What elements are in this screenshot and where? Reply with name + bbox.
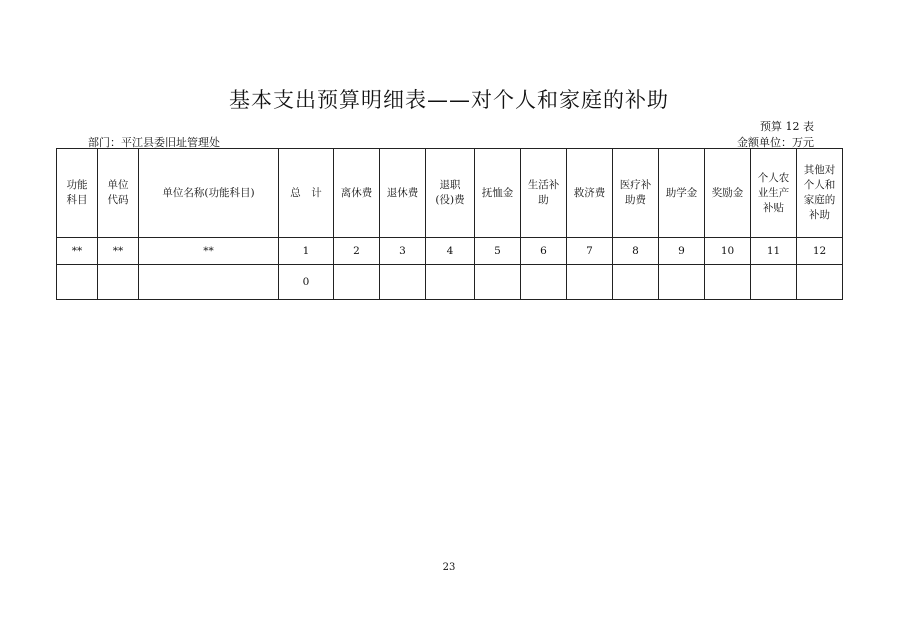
index-cell: 11 [751, 238, 797, 265]
index-cell: 9 [659, 238, 705, 265]
index-cell: 2 [334, 238, 380, 265]
data-cell [98, 265, 139, 300]
index-cell: 10 [705, 238, 751, 265]
data-cell [613, 265, 659, 300]
index-cell: 8 [613, 238, 659, 265]
index-row [57, 238, 843, 265]
budget-table [56, 148, 843, 300]
data-cell [797, 265, 843, 300]
data-cell [567, 265, 613, 300]
header-resignation: 退职 (役)费 [426, 149, 475, 238]
header-unit-name: 单位名称(功能科目) [139, 149, 279, 238]
index-cell: 5 [475, 238, 521, 265]
header-row [57, 149, 843, 238]
total-value-cell: 0 [279, 265, 334, 300]
index-cell: 1 [279, 238, 334, 265]
data-cell [57, 265, 98, 300]
data-cell [139, 265, 279, 300]
header-unit-code: 单位 代码 [98, 149, 139, 238]
data-cell [521, 265, 567, 300]
header-func-subject: 功能 科目 [57, 149, 98, 238]
index-cell: 12 [797, 238, 843, 265]
header-agri-subsidy: 个人农 业生产 补贴 [751, 149, 797, 238]
index-cell: 7 [567, 238, 613, 265]
page-number: 23 [442, 562, 456, 573]
page-title: 基本支出预算明细表——对个人和家庭的补助 [229, 88, 669, 112]
header-reward: 奖励金 [705, 149, 751, 238]
index-cell: 4 [426, 238, 475, 265]
department-label: 部门：平江县委旧址管理处 [88, 136, 220, 149]
header-other-subsidy: 其他对 个人和 家庭的 补助 [797, 149, 843, 238]
index-cell: 3 [380, 238, 426, 265]
data-cell [751, 265, 797, 300]
table-row [57, 265, 843, 300]
index-cell: 6 [521, 238, 567, 265]
header-scholarship: 助学金 [659, 149, 705, 238]
index-cell: ** [98, 238, 139, 265]
header-retirement-cadre: 离休费 [334, 149, 380, 238]
header-total: 总 计 [279, 149, 334, 238]
data-cell [426, 265, 475, 300]
data-cell [705, 265, 751, 300]
index-cell: ** [57, 238, 98, 265]
header-relief: 救济费 [567, 149, 613, 238]
header-living-subsidy: 生活补 助 [521, 149, 567, 238]
header-medical: 医疗补 助费 [613, 149, 659, 238]
header-retirement: 退休费 [380, 149, 426, 238]
header-pension: 抚恤金 [475, 149, 521, 238]
unit-label: 金额单位：万元 [737, 136, 814, 149]
data-cell [659, 265, 705, 300]
data-cell [475, 265, 521, 300]
index-cell: ** [139, 238, 279, 265]
form-number: 预算 12 表 [760, 120, 814, 133]
data-cell [334, 265, 380, 300]
data-cell [380, 265, 426, 300]
